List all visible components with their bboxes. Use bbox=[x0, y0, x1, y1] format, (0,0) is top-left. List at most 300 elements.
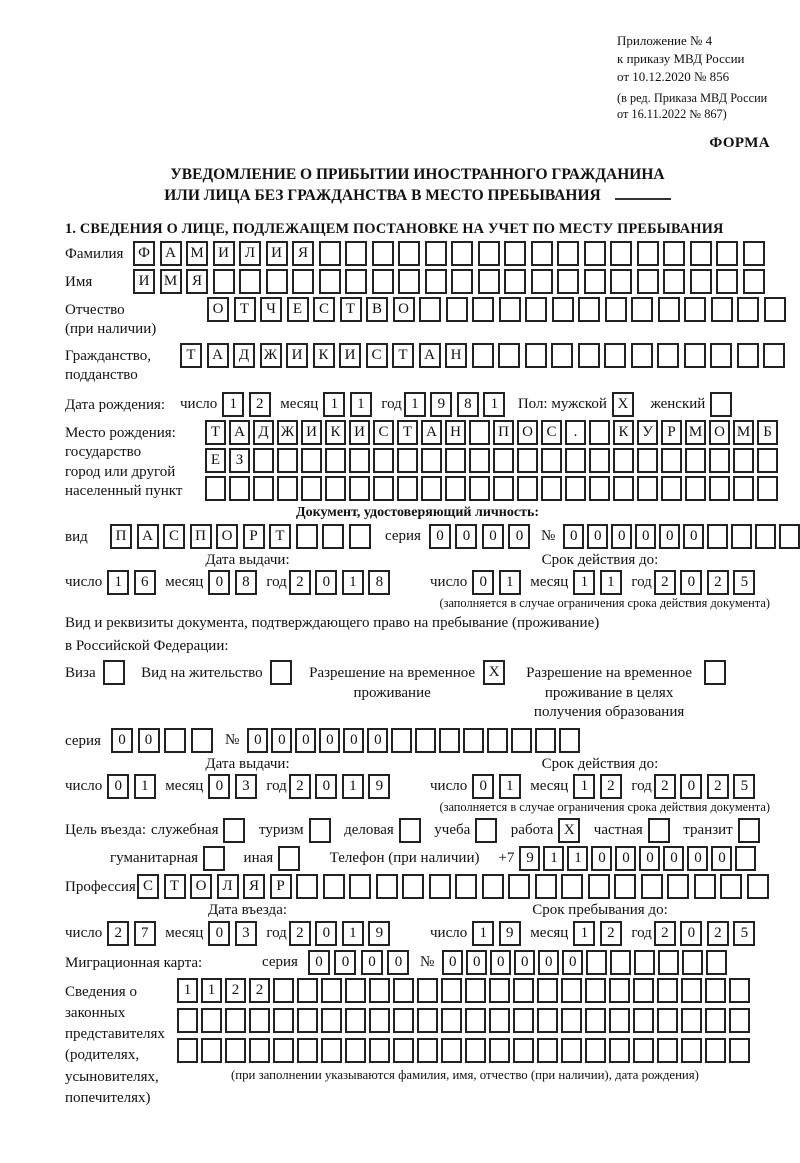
form-cell[interactable] bbox=[445, 476, 466, 501]
form-cell[interactable]: 5 bbox=[733, 921, 755, 946]
form-cell[interactable]: 0 bbox=[429, 524, 451, 549]
form-cell[interactable] bbox=[609, 1038, 630, 1063]
form-cell[interactable]: М bbox=[733, 420, 754, 445]
form-cell[interactable] bbox=[345, 978, 366, 1003]
form-cell[interactable]: 0 bbox=[538, 950, 559, 975]
form-cell[interactable] bbox=[690, 269, 712, 294]
form-cell[interactable] bbox=[321, 978, 342, 1003]
form-cell[interactable]: 0 bbox=[208, 921, 230, 946]
form-cell[interactable]: Д bbox=[253, 420, 274, 445]
form-cell[interactable] bbox=[557, 241, 579, 266]
form-cell[interactable] bbox=[585, 978, 606, 1003]
form-cell[interactable] bbox=[402, 874, 424, 899]
form-cell[interactable]: А bbox=[419, 343, 441, 368]
form-cell[interactable]: Я bbox=[292, 241, 314, 266]
form-cell[interactable] bbox=[278, 846, 300, 871]
form-cell[interactable]: 2 bbox=[654, 774, 676, 799]
form-cell[interactable] bbox=[684, 297, 706, 322]
form-cell[interactable] bbox=[684, 343, 706, 368]
form-cell[interactable]: 0 bbox=[319, 728, 340, 753]
form-cell[interactable]: 6 bbox=[134, 570, 156, 595]
form-cell[interactable] bbox=[349, 448, 370, 473]
form-cell[interactable] bbox=[779, 524, 800, 549]
form-cell[interactable] bbox=[763, 343, 785, 368]
form-cell[interactable]: Д bbox=[233, 343, 255, 368]
form-cell[interactable] bbox=[489, 978, 510, 1003]
form-cell[interactable]: 0 bbox=[514, 950, 535, 975]
form-cell[interactable] bbox=[586, 950, 607, 975]
form-cell[interactable]: О bbox=[393, 297, 415, 322]
form-cell[interactable] bbox=[391, 728, 412, 753]
form-cell[interactable]: Ж bbox=[260, 343, 282, 368]
form-cell[interactable] bbox=[309, 818, 331, 843]
form-cell[interactable]: 0 bbox=[442, 950, 463, 975]
form-cell[interactable]: 1 bbox=[472, 921, 494, 946]
form-cell[interactable]: Ф bbox=[133, 241, 155, 266]
form-cell[interactable] bbox=[589, 476, 610, 501]
form-cell[interactable]: Т bbox=[340, 297, 362, 322]
form-cell[interactable] bbox=[369, 1008, 390, 1033]
form-cell[interactable] bbox=[478, 241, 500, 266]
form-cell[interactable] bbox=[223, 818, 245, 843]
form-cell[interactable] bbox=[399, 818, 421, 843]
form-cell[interactable]: 7 bbox=[134, 921, 156, 946]
form-cell[interactable] bbox=[716, 269, 738, 294]
form-cell[interactable]: А bbox=[421, 420, 442, 445]
form-cell[interactable] bbox=[657, 1008, 678, 1033]
form-cell[interactable] bbox=[613, 476, 634, 501]
form-cell[interactable]: 1 bbox=[600, 570, 622, 595]
form-cell[interactable]: 0 bbox=[635, 524, 656, 549]
form-cell[interactable] bbox=[239, 269, 261, 294]
form-cell[interactable]: 9 bbox=[368, 774, 390, 799]
form-cell[interactable] bbox=[743, 241, 765, 266]
form-cell[interactable] bbox=[535, 874, 557, 899]
form-cell[interactable] bbox=[201, 1038, 222, 1063]
form-cell[interactable] bbox=[605, 297, 627, 322]
form-cell[interactable] bbox=[517, 448, 538, 473]
form-cell[interactable]: 3 bbox=[235, 774, 257, 799]
form-cell[interactable]: С bbox=[541, 420, 562, 445]
form-cell[interactable] bbox=[610, 950, 631, 975]
form-cell[interactable] bbox=[393, 978, 414, 1003]
form-cell[interactable] bbox=[489, 1038, 510, 1063]
form-cell[interactable] bbox=[589, 448, 610, 473]
form-cell[interactable] bbox=[737, 297, 759, 322]
form-cell[interactable] bbox=[419, 297, 441, 322]
form-cell[interactable] bbox=[489, 1008, 510, 1033]
form-cell[interactable]: 5 bbox=[733, 774, 755, 799]
form-cell[interactable] bbox=[441, 1008, 462, 1033]
form-cell[interactable]: К bbox=[613, 420, 634, 445]
form-cell[interactable]: 8 bbox=[368, 570, 390, 595]
form-cell[interactable] bbox=[345, 1008, 366, 1033]
form-cell[interactable] bbox=[398, 241, 420, 266]
form-cell[interactable] bbox=[682, 950, 703, 975]
form-cell[interactable]: 0 bbox=[472, 774, 494, 799]
form-cell[interactable] bbox=[537, 1038, 558, 1063]
form-cell[interactable]: 2 bbox=[289, 774, 311, 799]
form-cell[interactable] bbox=[667, 874, 689, 899]
form-cell[interactable]: 0 bbox=[680, 921, 702, 946]
form-cell[interactable]: 0 bbox=[587, 524, 608, 549]
form-cell[interactable] bbox=[658, 297, 680, 322]
form-cell[interactable] bbox=[561, 1008, 582, 1033]
form-cell[interactable]: Я bbox=[243, 874, 265, 899]
form-cell[interactable] bbox=[319, 241, 341, 266]
form-cell[interactable] bbox=[417, 978, 438, 1003]
form-cell[interactable] bbox=[743, 269, 765, 294]
form-cell[interactable] bbox=[469, 420, 490, 445]
form-cell[interactable] bbox=[681, 978, 702, 1003]
form-cell[interactable] bbox=[511, 728, 532, 753]
form-cell[interactable] bbox=[633, 1038, 654, 1063]
form-cell[interactable]: А bbox=[160, 241, 182, 266]
form-cell[interactable] bbox=[663, 269, 685, 294]
form-cell[interactable] bbox=[584, 241, 606, 266]
form-cell[interactable] bbox=[541, 448, 562, 473]
form-cell[interactable] bbox=[465, 1038, 486, 1063]
form-cell[interactable] bbox=[325, 448, 346, 473]
form-cell[interactable] bbox=[321, 1008, 342, 1033]
form-cell[interactable] bbox=[663, 241, 685, 266]
form-cell[interactable] bbox=[764, 297, 786, 322]
form-cell[interactable] bbox=[297, 1008, 318, 1033]
form-cell[interactable] bbox=[296, 524, 318, 549]
form-cell[interactable]: 3 bbox=[235, 921, 257, 946]
form-cell[interactable]: Т bbox=[392, 343, 414, 368]
form-cell[interactable] bbox=[322, 524, 344, 549]
form-cell[interactable] bbox=[537, 1008, 558, 1033]
form-cell[interactable] bbox=[585, 1008, 606, 1033]
form-cell[interactable] bbox=[301, 476, 322, 501]
form-cell[interactable] bbox=[737, 343, 759, 368]
form-cell[interactable]: 2 bbox=[707, 921, 729, 946]
form-cell[interactable]: 1 bbox=[342, 570, 364, 595]
form-cell[interactable] bbox=[559, 728, 580, 753]
form-cell[interactable] bbox=[705, 978, 726, 1003]
form-cell[interactable]: О bbox=[190, 874, 212, 899]
form-cell[interactable] bbox=[451, 269, 473, 294]
form-cell[interactable]: 1 bbox=[201, 978, 222, 1003]
form-cell[interactable] bbox=[421, 448, 442, 473]
form-cell[interactable]: У bbox=[637, 420, 658, 445]
form-cell[interactable]: В bbox=[366, 297, 388, 322]
form-cell[interactable] bbox=[292, 269, 314, 294]
form-cell[interactable] bbox=[709, 476, 730, 501]
form-cell[interactable]: 0 bbox=[111, 728, 133, 753]
form-cell[interactable]: 0 bbox=[361, 950, 383, 975]
form-cell[interactable]: 0 bbox=[680, 570, 702, 595]
form-cell[interactable]: О bbox=[517, 420, 538, 445]
form-cell[interactable] bbox=[631, 343, 653, 368]
form-cell[interactable] bbox=[537, 978, 558, 1003]
form-cell[interactable] bbox=[657, 1038, 678, 1063]
form-cell[interactable] bbox=[203, 846, 225, 871]
form-cell[interactable] bbox=[513, 978, 534, 1003]
form-cell[interactable] bbox=[296, 874, 318, 899]
form-cell[interactable]: А bbox=[229, 420, 250, 445]
form-cell[interactable]: 1 bbox=[404, 392, 426, 417]
form-cell[interactable]: Н bbox=[445, 420, 466, 445]
form-cell[interactable] bbox=[253, 448, 274, 473]
form-cell[interactable]: 9 bbox=[499, 921, 521, 946]
form-cell[interactable] bbox=[349, 874, 371, 899]
form-cell[interactable]: 0 bbox=[683, 524, 704, 549]
form-cell[interactable] bbox=[472, 343, 494, 368]
form-cell[interactable] bbox=[661, 448, 682, 473]
form-cell[interactable] bbox=[297, 1038, 318, 1063]
form-cell[interactable] bbox=[729, 1038, 750, 1063]
form-cell[interactable] bbox=[641, 874, 663, 899]
form-cell[interactable]: П bbox=[110, 524, 132, 549]
form-cell[interactable] bbox=[613, 448, 634, 473]
form-cell[interactable] bbox=[319, 269, 341, 294]
form-cell[interactable] bbox=[610, 269, 632, 294]
form-cell[interactable] bbox=[349, 524, 371, 549]
form-cell[interactable]: 2 bbox=[654, 570, 676, 595]
form-cell[interactable] bbox=[325, 476, 346, 501]
form-cell[interactable]: Т bbox=[180, 343, 202, 368]
form-cell[interactable]: И bbox=[133, 269, 155, 294]
form-cell[interactable]: П bbox=[493, 420, 514, 445]
form-cell[interactable]: Р bbox=[243, 524, 265, 549]
form-cell[interactable]: 2 bbox=[289, 570, 311, 595]
form-cell[interactable] bbox=[705, 1038, 726, 1063]
form-cell[interactable] bbox=[373, 448, 394, 473]
form-cell[interactable] bbox=[472, 297, 494, 322]
form-cell[interactable] bbox=[225, 1008, 246, 1033]
form-cell[interactable] bbox=[710, 343, 732, 368]
form-cell[interactable] bbox=[425, 269, 447, 294]
form-cell[interactable] bbox=[345, 241, 367, 266]
form-cell[interactable] bbox=[648, 818, 670, 843]
form-cell[interactable]: 1 bbox=[567, 846, 588, 871]
form-cell[interactable]: 1 bbox=[499, 774, 521, 799]
form-cell[interactable] bbox=[661, 476, 682, 501]
form-cell[interactable]: 1 bbox=[177, 978, 198, 1003]
form-cell[interactable] bbox=[397, 476, 418, 501]
form-cell[interactable] bbox=[177, 1038, 198, 1063]
form-cell[interactable]: 9 bbox=[430, 392, 452, 417]
form-cell[interactable] bbox=[164, 728, 186, 753]
form-cell[interactable]: 0 bbox=[466, 950, 487, 975]
form-cell[interactable] bbox=[273, 1038, 294, 1063]
form-cell[interactable] bbox=[469, 476, 490, 501]
form-cell[interactable]: Ж bbox=[277, 420, 298, 445]
form-cell[interactable] bbox=[517, 476, 538, 501]
form-cell[interactable] bbox=[631, 297, 653, 322]
form-cell[interactable]: 2 bbox=[600, 921, 622, 946]
form-cell[interactable] bbox=[735, 846, 756, 871]
form-cell[interactable]: К bbox=[313, 343, 335, 368]
form-cell[interactable] bbox=[747, 874, 769, 899]
form-cell[interactable]: 0 bbox=[271, 728, 292, 753]
form-cell[interactable] bbox=[487, 728, 508, 753]
form-cell[interactable]: О bbox=[216, 524, 238, 549]
form-cell[interactable]: 1 bbox=[107, 570, 129, 595]
form-cell[interactable]: . bbox=[565, 420, 586, 445]
form-cell[interactable]: X bbox=[558, 818, 580, 843]
form-cell[interactable] bbox=[349, 476, 370, 501]
form-cell[interactable] bbox=[531, 241, 553, 266]
form-cell[interactable] bbox=[733, 448, 754, 473]
form-cell[interactable] bbox=[475, 818, 497, 843]
form-cell[interactable]: Р bbox=[270, 874, 292, 899]
form-cell[interactable]: П bbox=[190, 524, 212, 549]
form-cell[interactable] bbox=[681, 1008, 702, 1033]
form-cell[interactable] bbox=[465, 1008, 486, 1033]
form-cell[interactable]: 1 bbox=[222, 392, 244, 417]
form-cell[interactable]: 1 bbox=[134, 774, 156, 799]
form-cell[interactable] bbox=[561, 1038, 582, 1063]
form-cell[interactable] bbox=[561, 978, 582, 1003]
form-cell[interactable] bbox=[604, 343, 626, 368]
form-cell[interactable]: 2 bbox=[289, 921, 311, 946]
form-cell[interactable] bbox=[535, 728, 556, 753]
form-cell[interactable]: 0 bbox=[138, 728, 160, 753]
form-cell[interactable] bbox=[531, 269, 553, 294]
form-cell[interactable]: 0 bbox=[334, 950, 356, 975]
form-cell[interactable]: 0 bbox=[107, 774, 129, 799]
form-cell[interactable]: Р bbox=[661, 420, 682, 445]
form-cell[interactable]: Н bbox=[445, 343, 467, 368]
form-cell[interactable] bbox=[589, 420, 610, 445]
form-cell[interactable]: 0 bbox=[508, 524, 530, 549]
form-cell[interactable]: 1 bbox=[342, 774, 364, 799]
form-cell[interactable]: 0 bbox=[659, 524, 680, 549]
form-cell[interactable] bbox=[609, 1008, 630, 1033]
form-cell[interactable] bbox=[634, 950, 655, 975]
form-cell[interactable] bbox=[716, 241, 738, 266]
form-cell[interactable] bbox=[705, 1008, 726, 1033]
form-cell[interactable] bbox=[690, 241, 712, 266]
form-cell[interactable] bbox=[637, 269, 659, 294]
form-cell[interactable]: 8 bbox=[457, 392, 479, 417]
form-cell[interactable]: М bbox=[186, 241, 208, 266]
form-cell[interactable] bbox=[372, 269, 394, 294]
form-cell[interactable]: И bbox=[339, 343, 361, 368]
form-cell[interactable]: Т bbox=[234, 297, 256, 322]
form-cell[interactable]: 2 bbox=[225, 978, 246, 1003]
form-cell[interactable]: Т bbox=[164, 874, 186, 899]
form-cell[interactable]: С bbox=[313, 297, 335, 322]
form-cell[interactable]: 0 bbox=[680, 774, 702, 799]
form-cell[interactable]: З bbox=[229, 448, 250, 473]
form-cell[interactable] bbox=[229, 476, 250, 501]
form-cell[interactable]: 1 bbox=[543, 846, 564, 871]
form-cell[interactable] bbox=[658, 950, 679, 975]
form-cell[interactable]: 9 bbox=[519, 846, 540, 871]
form-cell[interactable] bbox=[455, 874, 477, 899]
form-cell[interactable]: 2 bbox=[707, 774, 729, 799]
form-cell[interactable]: 0 bbox=[295, 728, 316, 753]
form-cell[interactable] bbox=[177, 1008, 198, 1033]
form-cell[interactable] bbox=[369, 978, 390, 1003]
form-cell[interactable] bbox=[711, 297, 733, 322]
form-cell[interactable]: 2 bbox=[249, 392, 271, 417]
form-cell[interactable] bbox=[297, 978, 318, 1003]
form-cell[interactable] bbox=[552, 297, 574, 322]
form-cell[interactable] bbox=[439, 728, 460, 753]
form-cell[interactable] bbox=[369, 1038, 390, 1063]
form-cell[interactable] bbox=[103, 660, 125, 685]
form-cell[interactable] bbox=[681, 1038, 702, 1063]
form-cell[interactable] bbox=[493, 448, 514, 473]
form-cell[interactable] bbox=[446, 297, 468, 322]
form-cell[interactable] bbox=[393, 1008, 414, 1033]
form-cell[interactable]: X bbox=[612, 392, 634, 417]
form-cell[interactable]: О bbox=[207, 297, 229, 322]
form-cell[interactable] bbox=[249, 1038, 270, 1063]
form-cell[interactable] bbox=[637, 476, 658, 501]
form-cell[interactable] bbox=[393, 1038, 414, 1063]
form-cell[interactable]: 1 bbox=[342, 921, 364, 946]
form-cell[interactable]: 1 bbox=[323, 392, 345, 417]
form-cell[interactable]: 0 bbox=[308, 950, 330, 975]
form-cell[interactable]: 1 bbox=[499, 570, 521, 595]
form-cell[interactable]: Л bbox=[217, 874, 239, 899]
form-cell[interactable] bbox=[445, 448, 466, 473]
form-cell[interactable] bbox=[463, 728, 484, 753]
form-cell[interactable]: Л bbox=[239, 241, 261, 266]
form-cell[interactable] bbox=[493, 476, 514, 501]
form-cell[interactable]: 0 bbox=[611, 524, 632, 549]
form-cell[interactable] bbox=[482, 874, 504, 899]
form-cell[interactable] bbox=[525, 343, 547, 368]
form-cell[interactable] bbox=[465, 978, 486, 1003]
form-cell[interactable]: 2 bbox=[107, 921, 129, 946]
form-cell[interactable] bbox=[738, 818, 760, 843]
form-cell[interactable] bbox=[499, 297, 521, 322]
form-cell[interactable]: 0 bbox=[367, 728, 388, 753]
form-cell[interactable] bbox=[273, 1008, 294, 1033]
form-cell[interactable] bbox=[685, 448, 706, 473]
form-cell[interactable] bbox=[637, 241, 659, 266]
form-cell[interactable] bbox=[513, 1038, 534, 1063]
form-cell[interactable]: 1 bbox=[573, 921, 595, 946]
form-cell[interactable] bbox=[709, 448, 730, 473]
form-cell[interactable]: 0 bbox=[247, 728, 268, 753]
form-cell[interactable] bbox=[504, 241, 526, 266]
form-cell[interactable]: С bbox=[373, 420, 394, 445]
form-cell[interactable]: 0 bbox=[315, 570, 337, 595]
form-cell[interactable] bbox=[205, 476, 226, 501]
form-cell[interactable]: К bbox=[325, 420, 346, 445]
form-cell[interactable] bbox=[757, 448, 778, 473]
form-cell[interactable] bbox=[757, 476, 778, 501]
form-cell[interactable] bbox=[421, 476, 442, 501]
form-cell[interactable]: Я bbox=[186, 269, 208, 294]
form-cell[interactable] bbox=[706, 950, 727, 975]
form-cell[interactable] bbox=[478, 269, 500, 294]
form-cell[interactable] bbox=[249, 1008, 270, 1033]
form-cell[interactable] bbox=[731, 524, 752, 549]
form-cell[interactable]: А bbox=[137, 524, 159, 549]
form-cell[interactable]: 0 bbox=[615, 846, 636, 871]
form-cell[interactable]: 0 bbox=[472, 570, 494, 595]
form-cell[interactable]: А bbox=[207, 343, 229, 368]
form-cell[interactable] bbox=[633, 978, 654, 1003]
form-cell[interactable]: И bbox=[349, 420, 370, 445]
form-cell[interactable] bbox=[397, 448, 418, 473]
form-cell[interactable] bbox=[561, 874, 583, 899]
form-cell[interactable] bbox=[372, 241, 394, 266]
form-cell[interactable]: 2 bbox=[249, 978, 270, 1003]
form-cell[interactable]: 0 bbox=[490, 950, 511, 975]
form-cell[interactable]: 5 bbox=[733, 570, 755, 595]
form-cell[interactable]: 2 bbox=[654, 921, 676, 946]
